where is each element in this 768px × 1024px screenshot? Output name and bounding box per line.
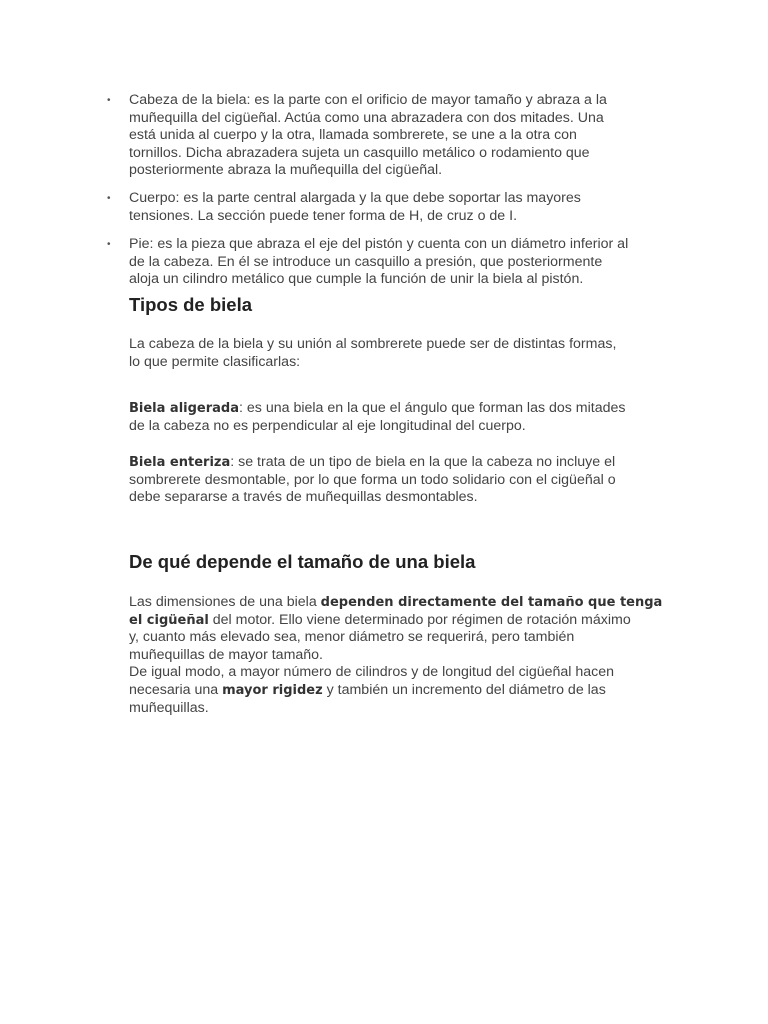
paragraph-line	[129, 612, 669, 630]
paragraph-line: debe separarse a través de muñequillas desmontables.	[129, 489, 478, 506]
list-item-line: tensiones. La sección puede tener forma de H, de cruz o de I.	[129, 208, 518, 225]
paragraph-line: de la cabeza no es perpendicular al eje longitudinal del cuerpo.	[129, 417, 526, 434]
text-run: Las dimensiones de una biela	[129, 594, 321, 610]
biela-enteriza-paragraph	[129, 454, 669, 507]
list-item-line: aloja un cilindro metálico que cumple la función de unir la biela al pistón.	[129, 271, 584, 288]
list-item-cabeza	[100, 92, 670, 180]
text-run: y también un incremento del diámetro de las	[322, 681, 606, 698]
list-item-cuerpo	[100, 190, 670, 225]
paragraph-line: y, cuanto más elevado sea, menor diámetro se requerirá, pero también	[129, 629, 575, 646]
list-item-line: tornillos. Dicha abrazadera sujeta un casquillo metálico o rodamiento que	[129, 144, 590, 161]
heading-tipos-de-biela: Tipos de biela	[129, 294, 253, 315]
definition-text: : se trata de un tipo de biela en la que la cabeza no incluye el	[230, 454, 616, 470]
paragraph-line: muñequillas.	[129, 699, 209, 716]
list-item-line: Cuerpo: es la parte central alargada y la que debe soportar las mayores	[129, 190, 581, 207]
paragraph-line	[129, 454, 669, 472]
bold-run: mayor rigidez	[222, 682, 323, 698]
text-run: necesaria una	[129, 681, 223, 698]
term-biela-enteriza: Biela enteriza	[129, 455, 231, 470]
paragraph-line	[129, 594, 669, 612]
heading-tamano-biela: De qué depende el tamaño de una biela	[129, 551, 476, 572]
paragraph-line	[129, 682, 669, 700]
tamano-paragraph	[129, 594, 669, 717]
bullet-icon: •	[107, 239, 111, 251]
list-item-line: está unida al cuerpo y la otra, llamada sombrerete, se une a la otra con	[129, 127, 577, 144]
term-biela-aligerada: Biela aligerada	[129, 401, 240, 416]
biela-parts-list	[100, 92, 670, 299]
list-item-line: posteriormente abraza la muñequilla del cigüeñal.	[129, 162, 443, 179]
paragraph-line: sombrerete desmontable, por lo que forma un todo solidario con el cigüeñal o	[129, 471, 616, 488]
definition-text: : es una biela en la que el ángulo que forman las dos mitades	[239, 400, 626, 416]
bold-run: el cigüeñal	[129, 612, 209, 628]
bullet-icon: •	[107, 193, 111, 205]
paragraph-line: lo que permite clasificarlas:	[129, 353, 301, 370]
list-item-pie	[100, 236, 670, 289]
list-item-line: muñequilla del cigüeñal. Actúa como una abrazadera con dos mitades. Una	[129, 109, 604, 126]
bold-run: dependen directamente del tamaño que tenga	[320, 595, 663, 610]
text-run: del motor. Ello viene determinado por régimen de rotación máximo	[208, 611, 631, 628]
biela-aligerada-paragraph	[129, 400, 669, 435]
list-item-line: Cabeza de la biela: es la parte con el orificio de mayor tamaño y abraza a la	[129, 92, 607, 108]
paragraph-line: muñequillas de mayor tamaño.	[129, 646, 323, 663]
list-item-line: de la cabeza. En él se introduce un casquillo a presión, que posteriormente	[129, 253, 603, 270]
bullet-icon: •	[107, 95, 111, 106]
paragraph-line: De igual modo, a mayor número de cilindros y de longitud del cigüeñal hacen	[129, 664, 615, 681]
tipos-intro-paragraph	[129, 336, 669, 371]
paragraph-line	[129, 400, 669, 418]
paragraph-line: La cabeza de la biela y su unión al sombrerete puede ser de distintas formas,	[129, 336, 617, 352]
list-item-line: Pie: es la pieza que abraza el eje del pistón y cuenta con un diámetro inferior al	[129, 236, 629, 253]
